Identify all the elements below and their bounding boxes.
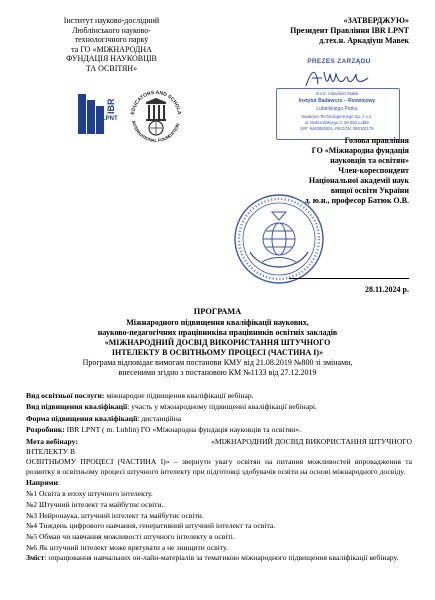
directions-colon: : <box>57 477 60 487</box>
ibr-lpnt-logo <box>76 84 120 138</box>
approval-line: Президент Правління IBR LPNT <box>290 26 409 35</box>
stamp-line: ul. Dobrzańskiego 3, 20-262 Lublin <box>304 120 370 125</box>
field-value: : дистанційна <box>137 413 182 423</box>
stamp-line: Naukowo Technologicznego Sp. z o.o. <box>301 114 373 119</box>
board-line: д. ю.н., професор Батюк О.В. <box>304 196 409 205</box>
institution-line: ФУНДАЦІЯ НАУКОВЦІВ <box>66 54 157 64</box>
program-word: ПРОГРАМА <box>193 307 242 316</box>
board-line: Голова правління <box>344 136 409 145</box>
handwritten-signature <box>302 66 372 90</box>
direction-item: №6 Як штучний інтелект може врятувати а не знищити освіту. <box>26 542 228 552</box>
logo-bar <box>78 94 86 134</box>
field-label: Форма підвищення кваліфікації <box>26 413 138 423</box>
approval-line: «ЗАТВЕРДЖУЮ» <box>343 16 409 25</box>
field-label: Розробник: <box>26 425 65 435</box>
board-line: Національної академії наук <box>308 176 409 185</box>
direction-item: №3 Нейронаука, штучний інтелект та майбутнє освіти. <box>26 510 204 520</box>
stamp-line: dr inż. Arkadiusz Małek <box>315 91 359 96</box>
stamp-line: Instytut Badawczo – Rozwojowy <box>298 98 376 104</box>
title-line: Міжнародного підвищення кваліфікації наукових, <box>126 317 309 327</box>
direction-item: №2 Штучний інтелект та майбутнє освіти. <box>26 499 164 509</box>
logo-text: IBR <box>106 98 116 114</box>
approval-line: д.тех.н. Аркадіуш Мавек <box>319 36 409 45</box>
round-seal-stamp <box>232 192 326 286</box>
institution-line: технологічного парку <box>74 35 149 45</box>
goal-first-line: «МІЖНАРОДНИЙ ДОСВІД ВИКОРИСТАННЯ ШТУЧНОГО <box>211 436 412 446</box>
direction-item: №4 Тиждень цифрового навчання, генеративний штучний інтелект та освіта. <box>26 521 276 531</box>
field-row <box>26 425 412 435</box>
approval-header <box>209 16 409 46</box>
seal-bottom-text: INTERNATIONAL FOUNDATION <box>131 120 181 144</box>
board-line: вищої освіти України <box>330 186 409 195</box>
goal-continuation: ОСВІТНЬОМУ ПРОЦЕСІ (ЧАСТИНА І)» – звернути увагу освітян на питання можливостей впровадження та розвитку в освітньому процесі штучного інтелекту при підготовці здобувачів освіти на основі міжнародного досвіду. <box>26 456 412 476</box>
program-body <box>26 391 412 565</box>
board-line: Член-кореспондент <box>338 166 409 175</box>
stamp-title: PREZES ZARZĄDU <box>307 58 371 65</box>
content-row <box>26 553 412 563</box>
logos-area <box>76 84 226 154</box>
direction-item: №5 Обман чи навчання можливості штучного інтелекту в освіті. <box>26 531 235 541</box>
educators-seal-logo <box>126 84 186 148</box>
field-value: міжнародне підвищення кваліфікації вебінар. <box>104 391 254 400</box>
board-line: ГО «Міжнародна фундація <box>311 146 409 155</box>
signature-stamp <box>274 58 404 146</box>
board-line: науковців та освітян» <box>330 156 409 165</box>
field-row <box>26 414 412 424</box>
program-title-block <box>26 307 409 378</box>
logo-bar <box>87 100 95 134</box>
field-label: Вид підвищення кваліфікації <box>26 402 128 412</box>
field-row <box>26 402 412 412</box>
title-line: «МІЖНАРОДНИЙ ДОСВІД ВИКОРИСТАННЯ ШТУЧНОГО <box>104 337 331 347</box>
content-value: : опрацювання навчальних он-лайн-матеріалів за тематикою міжнародного підвищення кваліфікації вебінару. <box>44 553 399 563</box>
title-note: Програма відповідає вимогам постанови КМУ від 21.08.2019 №800 зі змінами, <box>82 357 353 367</box>
title-line: ІНТЕЛЕКТУ В ОСВІТНЬОМУ ПРОЦЕСІ (ЧАСТИНА І)» <box>111 347 324 357</box>
goal-second-line: ІНТЕЛЕКТУ В <box>26 446 76 456</box>
institution-line: Інститут науково-дослідний <box>63 16 160 25</box>
institution-line: та ГО «МІЖНАРОДНА <box>71 44 152 54</box>
field-value: IBR LPNT ( m. Lublin) ГО «Міжнародна фундація науковців та освітян». <box>64 425 302 435</box>
approval-date: 28.11.2024 р. <box>289 278 409 295</box>
institution-line: Люблінського науково- <box>72 25 151 35</box>
title-note: внесеними згідно з постановою КМ №1133 від 27.12.2019 <box>118 367 317 377</box>
field-value: : участь у міжнародному підвищенні кваліфікації вебінарі. <box>127 402 317 412</box>
stamp-line: NIP: 9462650501, REGON: 360101179 <box>300 126 374 131</box>
field-row <box>26 391 412 401</box>
directions-label: Напрями <box>26 477 58 487</box>
direction-item: №1 Освіта в епоху штучного інтелекту. <box>26 489 153 499</box>
field-label: Вид освітньої послуги: <box>26 391 105 400</box>
institution-header <box>44 16 179 74</box>
goal-row <box>26 437 412 447</box>
institution-line: ТА ОСВІТЯН» <box>85 63 138 73</box>
logo-text: LPNT <box>102 116 118 122</box>
title-line: науково-педагогічних працівниківа працівників освітніх закладів <box>97 327 338 337</box>
seal-top-text: EDUCATORS AND SCHOLA <box>130 89 183 116</box>
directions-heading <box>26 478 412 488</box>
goal-label: Мета вебінару: <box>26 436 78 446</box>
content-label: Зміст <box>26 553 45 563</box>
stamp-line: Lubelskiego Parku <box>316 106 358 112</box>
